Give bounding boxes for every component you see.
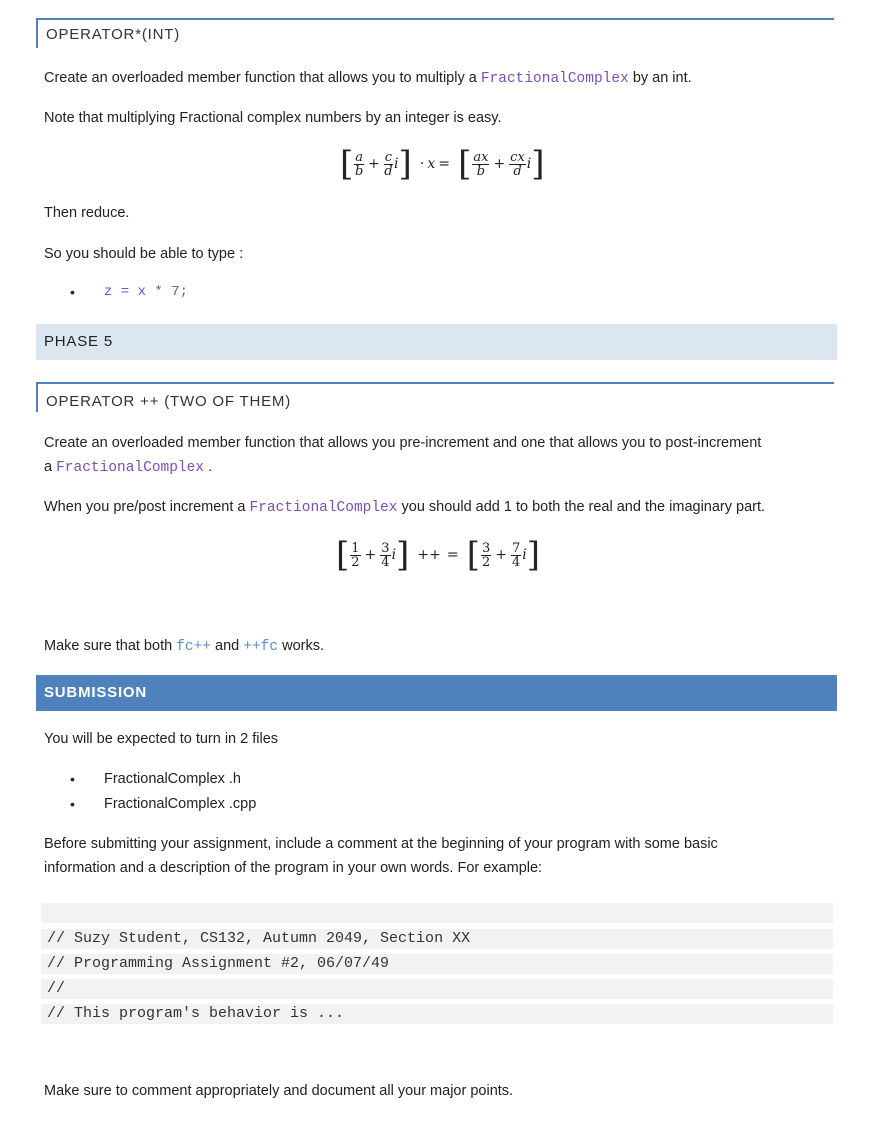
bullet-icon: • [70, 771, 75, 787]
bullet-icon: • [70, 284, 75, 300]
code-fractionalcomplex: FractionalComplex [56, 460, 205, 476]
paragraph-increment-intro: Create an overloaded member function that allows you pre-increment and one that allows you to post-increment [44, 435, 762, 451]
code-line: // This program's behavior is ... [41, 1004, 833, 1024]
code-line: // Programming Assignment #2, 06/07/49 [41, 954, 833, 974]
equation-multiply: [ $\frac{a}{b}$ + $\frac{c}{d}$ i] · x = [ $\frac{ax}{b}$ + $\frac{cx}{d}$ i] [340, 144, 545, 184]
code-fc-post: fc++ [176, 639, 212, 655]
code-fc-pre: ++fc [243, 639, 279, 655]
phase-label: PHASE 5 [44, 333, 113, 350]
equation-increment: [ $\frac{1}{2}$ + $\frac{3}{4}$ i] ++ = [ $\frac{3}{2}$ + $\frac{7}{4}$ i] [336, 535, 541, 575]
submission-label: SUBMISSION [44, 684, 148, 701]
code-line: // Suzy Student, CS132, Autumn 2049, Section XX [41, 929, 833, 949]
code-fractionalcomplex: FractionalComplex [480, 71, 629, 87]
heading-text: OPERATOR ++ (TWO OF THEM) [46, 393, 292, 410]
code-line: // [41, 979, 833, 999]
section-heading-operator-inc [36, 382, 834, 412]
code-fractionalcomplex: FractionalComplex [249, 500, 398, 516]
paragraph-multiply-note: Note that multiplying Fractional complex numbers by an integer is easy. [44, 110, 502, 126]
submission-band [36, 675, 837, 711]
paragraph-increment-rule: When you pre/post increment a FractionalComplex you should add 1 to both the real and the imaginary part. [44, 499, 766, 516]
code-block-top-pad [41, 903, 833, 923]
paragraph-make-sure-both: Make sure that both fc++ and ++fc works. [44, 638, 325, 655]
paragraph-then-reduce: Then reduce. [44, 205, 130, 221]
paragraph-closing: Make sure to comment appropriately and document all your major points. [44, 1083, 514, 1099]
paragraph-so-type: So you should be able to type : [44, 246, 244, 262]
paragraph-multiply-intro: Create an overloaded member function that allows you to multiply a FractionalComplex by an int. [44, 70, 692, 87]
phase-5-band [36, 324, 837, 360]
bullet-icon: • [70, 796, 75, 812]
section-heading-operator-mult [36, 18, 834, 48]
heading-text: OPERATOR*(INT) [46, 26, 180, 43]
code-example: z = x * 7; [104, 284, 189, 300]
paragraph-before-submitting-2: information and a description of the program in your own words. For example: [44, 860, 543, 876]
paragraph-increment-intro-cont: a FractionalComplex . [44, 459, 213, 476]
paragraph-submission-intro: You will be expected to turn in 2 files [44, 731, 279, 747]
paragraph-before-submitting-1: Before submitting your assignment, include a comment at the beginning of your program with some basic [44, 836, 718, 852]
